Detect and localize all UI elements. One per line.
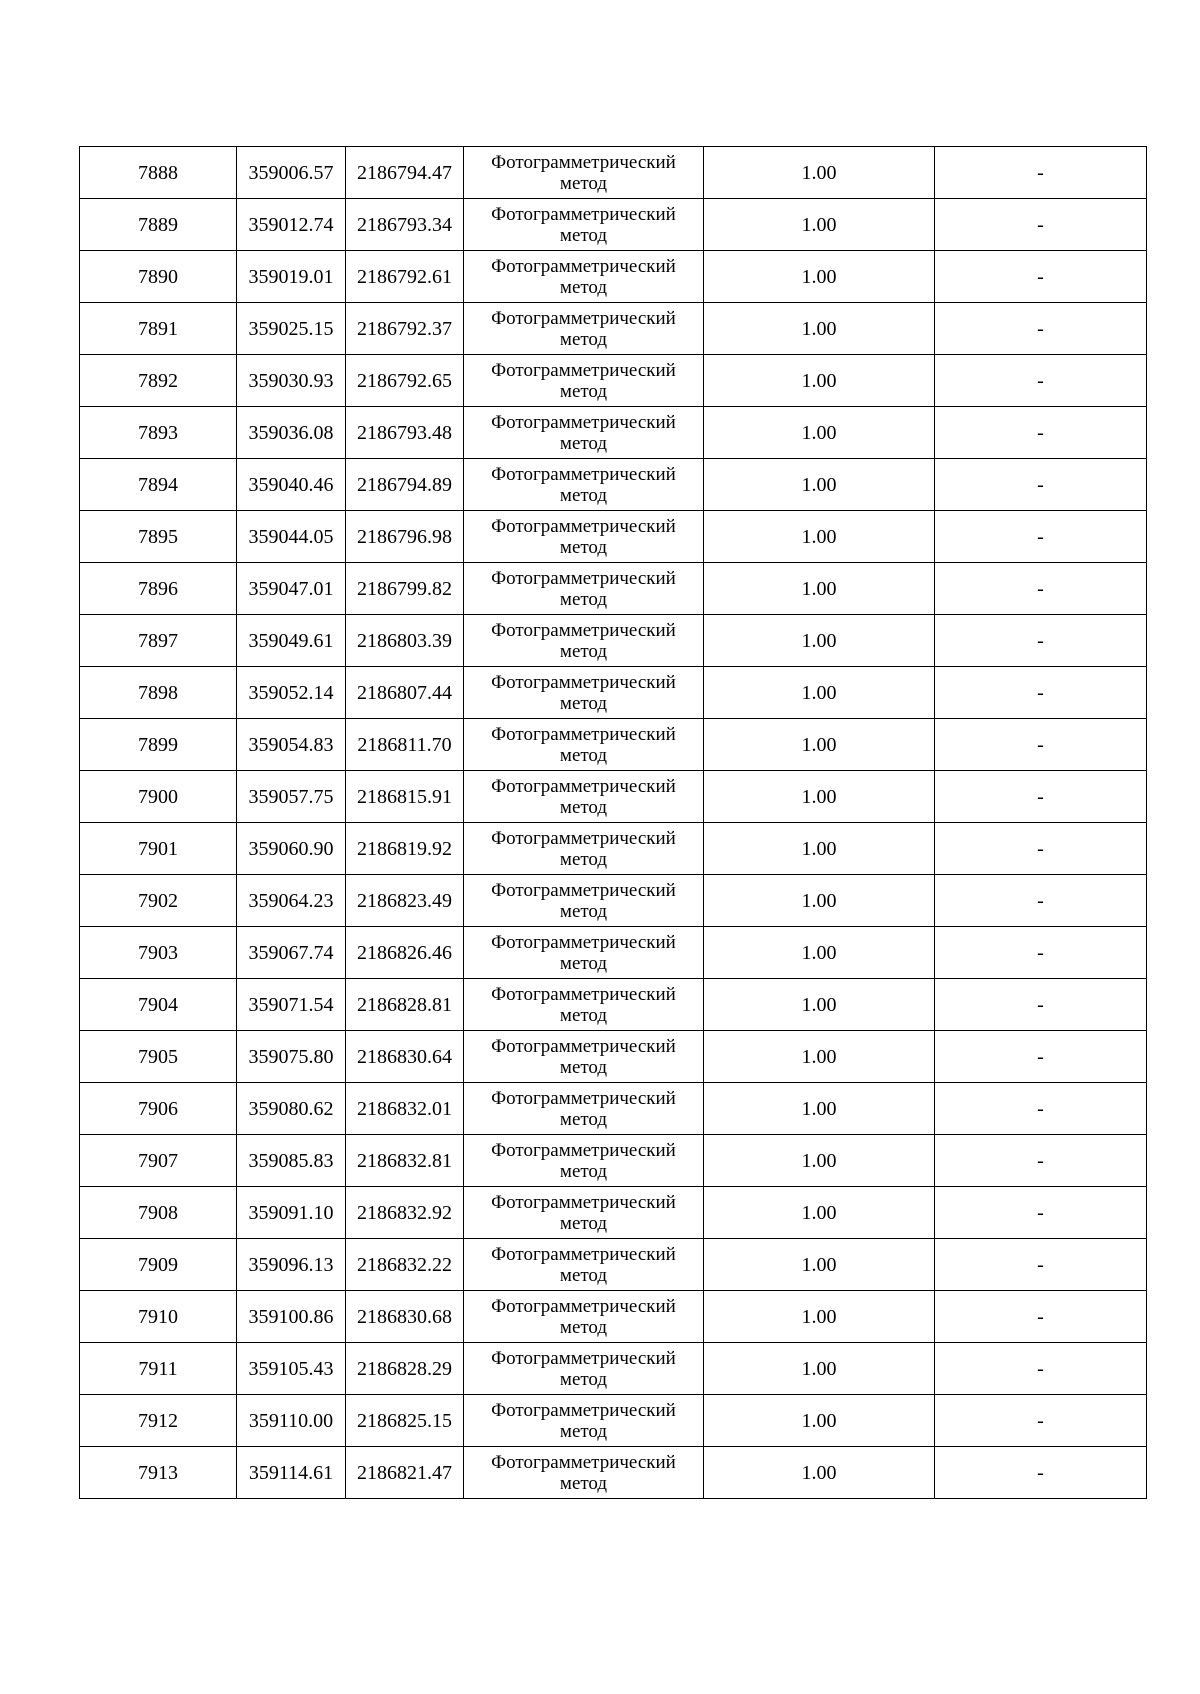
method-line-2: метод [559,1056,608,1078]
point-number-cell: 7898 [80,667,237,719]
method-line-1: Фотограмметрический [491,567,676,589]
x-coordinate-cell: 359040.46 [237,459,346,511]
y-coordinate-cell: 2186792.61 [346,251,464,303]
x-coordinate-cell: 359036.08 [237,407,346,459]
method-line-2: метод [559,484,608,506]
method-line-1: Фотограмметрический [491,879,676,901]
accuracy-cell: 1.00 [704,303,935,355]
table-row [80,1343,1147,1395]
method-cell [464,1031,704,1083]
table-row [80,563,1147,615]
method-line-2: метод [559,1368,608,1390]
point-number-cell: 7894 [80,459,237,511]
y-coordinate-cell: 2186832.22 [346,1239,464,1291]
method-line-1: Фотограмметрический [491,983,676,1005]
method-line-2: метод [559,172,608,194]
point-number-cell: 7911 [80,1343,237,1395]
accuracy-cell: 1.00 [704,1395,935,1447]
point-number-cell: 7912 [80,1395,237,1447]
point-number-cell: 7890 [80,251,237,303]
note-cell: - [935,875,1147,927]
table-row [80,875,1147,927]
x-coordinate-cell: 359071.54 [237,979,346,1031]
y-coordinate-cell: 2186792.65 [346,355,464,407]
method-cell [464,407,704,459]
method-cell [464,1135,704,1187]
point-number-cell: 7889 [80,199,237,251]
note-cell: - [935,407,1147,459]
accuracy-cell: 1.00 [704,823,935,875]
point-number-cell: 7897 [80,615,237,667]
method-line-2: метод [559,1108,608,1130]
note-cell: - [935,979,1147,1031]
table-row [80,667,1147,719]
x-coordinate-cell: 359047.01 [237,563,346,615]
method-line-2: метод [559,536,608,558]
x-coordinate-cell: 359085.83 [237,1135,346,1187]
method-line-1: Фотограмметрический [491,411,676,433]
method-line-2: метод [559,1004,608,1026]
method-line-2: метод [559,328,608,350]
method-line-1: Фотограмметрический [491,1139,676,1161]
method-line-1: Фотограмметрический [491,1295,676,1317]
y-coordinate-cell: 2186825.15 [346,1395,464,1447]
note-cell: - [935,563,1147,615]
method-line-2: метод [559,744,608,766]
accuracy-cell: 1.00 [704,667,935,719]
table-row [80,1395,1147,1447]
note-cell: - [935,1031,1147,1083]
method-line-1: Фотограмметрический [491,619,676,641]
x-coordinate-cell: 359030.93 [237,355,346,407]
method-cell [464,251,704,303]
method-line-1: Фотограмметрический [491,671,676,693]
note-cell: - [935,1343,1147,1395]
point-number-cell: 7909 [80,1239,237,1291]
accuracy-cell: 1.00 [704,875,935,927]
method-line-1: Фотограмметрический [491,1243,676,1265]
y-coordinate-cell: 2186832.01 [346,1083,464,1135]
accuracy-cell: 1.00 [704,251,935,303]
x-coordinate-cell: 359114.61 [237,1447,346,1499]
method-line-2: метод [559,588,608,610]
method-cell [464,303,704,355]
point-number-cell: 7902 [80,875,237,927]
accuracy-cell: 1.00 [704,511,935,563]
x-coordinate-cell: 359044.05 [237,511,346,563]
note-cell: - [935,1187,1147,1239]
method-cell [464,719,704,771]
note-cell: - [935,1239,1147,1291]
note-cell: - [935,823,1147,875]
x-coordinate-cell: 359057.75 [237,771,346,823]
note-cell: - [935,1395,1147,1447]
y-coordinate-cell: 2186832.92 [346,1187,464,1239]
method-cell [464,1187,704,1239]
method-line-1: Фотограмметрический [491,1035,676,1057]
note-cell: - [935,615,1147,667]
method-line-2: метод [559,1264,608,1286]
point-number-cell: 7908 [80,1187,237,1239]
accuracy-cell: 1.00 [704,719,935,771]
note-cell: - [935,251,1147,303]
method-line-1: Фотограмметрический [491,1191,676,1213]
note-cell: - [935,355,1147,407]
accuracy-cell: 1.00 [704,355,935,407]
y-coordinate-cell: 2186796.98 [346,511,464,563]
table-row [80,1187,1147,1239]
method-line-2: метод [559,952,608,974]
method-line-1: Фотограмметрический [491,1399,676,1421]
point-number-cell: 7893 [80,407,237,459]
accuracy-cell: 1.00 [704,1447,935,1499]
point-number-cell: 7906 [80,1083,237,1135]
x-coordinate-cell: 359054.83 [237,719,346,771]
point-number-cell: 7905 [80,1031,237,1083]
method-line-2: метод [559,848,608,870]
method-line-1: Фотограмметрический [491,931,676,953]
accuracy-cell: 1.00 [704,1135,935,1187]
x-coordinate-cell: 359091.10 [237,1187,346,1239]
method-line-1: Фотограмметрический [491,1087,676,1109]
method-cell [464,1291,704,1343]
accuracy-cell: 1.00 [704,1083,935,1135]
method-line-2: метод [559,1212,608,1234]
table-row [80,303,1147,355]
note-cell: - [935,667,1147,719]
method-line-1: Фотограмметрический [491,255,676,277]
method-line-1: Фотограмметрический [491,463,676,485]
coordinates-table [79,146,1147,1499]
y-coordinate-cell: 2186807.44 [346,667,464,719]
table-row [80,1447,1147,1499]
accuracy-cell: 1.00 [704,979,935,1031]
note-cell: - [935,199,1147,251]
x-coordinate-cell: 359067.74 [237,927,346,979]
x-coordinate-cell: 359105.43 [237,1343,346,1395]
method-line-1: Фотограмметрический [491,151,676,173]
y-coordinate-cell: 2186828.81 [346,979,464,1031]
method-line-2: метод [559,224,608,246]
point-number-cell: 7907 [80,1135,237,1187]
y-coordinate-cell: 2186828.29 [346,1343,464,1395]
point-number-cell: 7901 [80,823,237,875]
accuracy-cell: 1.00 [704,407,935,459]
note-cell: - [935,719,1147,771]
accuracy-cell: 1.00 [704,771,935,823]
note-cell: - [935,459,1147,511]
method-line-2: метод [559,1316,608,1338]
method-cell [464,459,704,511]
table-row [80,199,1147,251]
point-number-cell: 7900 [80,771,237,823]
method-cell [464,563,704,615]
method-cell [464,615,704,667]
x-coordinate-cell: 359025.15 [237,303,346,355]
method-line-2: метод [559,1420,608,1442]
x-coordinate-cell: 359006.57 [237,147,346,199]
method-line-1: Фотограмметрический [491,1451,676,1473]
y-coordinate-cell: 2186815.91 [346,771,464,823]
table-row [80,615,1147,667]
x-coordinate-cell: 359012.74 [237,199,346,251]
point-number-cell: 7903 [80,927,237,979]
accuracy-cell: 1.00 [704,563,935,615]
x-coordinate-cell: 359080.62 [237,1083,346,1135]
accuracy-cell: 1.00 [704,615,935,667]
method-cell [464,199,704,251]
table-row [80,1031,1147,1083]
method-cell [464,1447,704,1499]
method-cell [464,1239,704,1291]
x-coordinate-cell: 359060.90 [237,823,346,875]
method-line-2: метод [559,1472,608,1494]
method-cell [464,355,704,407]
table-row [80,407,1147,459]
method-line-1: Фотограмметрический [491,515,676,537]
method-line-2: метод [559,796,608,818]
y-coordinate-cell: 2186830.68 [346,1291,464,1343]
method-line-2: метод [559,380,608,402]
note-cell: - [935,1135,1147,1187]
method-cell [464,823,704,875]
point-number-cell: 7910 [80,1291,237,1343]
y-coordinate-cell: 2186826.46 [346,927,464,979]
point-number-cell: 7913 [80,1447,237,1499]
y-coordinate-cell: 2186811.70 [346,719,464,771]
note-cell: - [935,1083,1147,1135]
point-number-cell: 7895 [80,511,237,563]
x-coordinate-cell: 359100.86 [237,1291,346,1343]
x-coordinate-cell: 359019.01 [237,251,346,303]
y-coordinate-cell: 2186792.37 [346,303,464,355]
table-row [80,355,1147,407]
x-coordinate-cell: 359096.13 [237,1239,346,1291]
note-cell: - [935,147,1147,199]
table-row [80,1291,1147,1343]
method-cell [464,147,704,199]
table-row [80,979,1147,1031]
point-number-cell: 7904 [80,979,237,1031]
method-line-1: Фотограмметрический [491,359,676,381]
method-cell [464,927,704,979]
point-number-cell: 7896 [80,563,237,615]
coordinates-table-body [80,147,1147,1499]
accuracy-cell: 1.00 [704,1343,935,1395]
table-row [80,823,1147,875]
y-coordinate-cell: 2186823.49 [346,875,464,927]
accuracy-cell: 1.00 [704,1239,935,1291]
method-cell [464,1083,704,1135]
y-coordinate-cell: 2186832.81 [346,1135,464,1187]
accuracy-cell: 1.00 [704,1187,935,1239]
method-line-1: Фотограмметрический [491,775,676,797]
method-line-2: метод [559,692,608,714]
table-row [80,251,1147,303]
method-cell [464,1395,704,1447]
table-row [80,927,1147,979]
x-coordinate-cell: 359075.80 [237,1031,346,1083]
table-row [80,1083,1147,1135]
method-line-1: Фотограмметрический [491,307,676,329]
note-cell: - [935,927,1147,979]
table-row [80,771,1147,823]
method-cell [464,1343,704,1395]
x-coordinate-cell: 359052.14 [237,667,346,719]
accuracy-cell: 1.00 [704,199,935,251]
method-line-2: метод [559,640,608,662]
y-coordinate-cell: 2186799.82 [346,563,464,615]
method-cell [464,511,704,563]
y-coordinate-cell: 2186819.92 [346,823,464,875]
accuracy-cell: 1.00 [704,459,935,511]
method-cell [464,667,704,719]
x-coordinate-cell: 359110.00 [237,1395,346,1447]
table-row [80,459,1147,511]
note-cell: - [935,1291,1147,1343]
table-row [80,1239,1147,1291]
point-number-cell: 7899 [80,719,237,771]
method-line-2: метод [559,432,608,454]
note-cell: - [935,303,1147,355]
y-coordinate-cell: 2186830.64 [346,1031,464,1083]
method-line-1: Фотограмметрический [491,827,676,849]
y-coordinate-cell: 2186821.47 [346,1447,464,1499]
accuracy-cell: 1.00 [704,1031,935,1083]
table-row [80,1135,1147,1187]
method-line-1: Фотограмметрический [491,203,676,225]
table-row [80,147,1147,199]
method-cell [464,979,704,1031]
accuracy-cell: 1.00 [704,927,935,979]
note-cell: - [935,511,1147,563]
table-row [80,719,1147,771]
y-coordinate-cell: 2186794.89 [346,459,464,511]
y-coordinate-cell: 2186803.39 [346,615,464,667]
method-cell [464,771,704,823]
method-line-2: метод [559,276,608,298]
x-coordinate-cell: 359064.23 [237,875,346,927]
method-line-2: метод [559,1160,608,1182]
method-line-1: Фотограмметрический [491,1347,676,1369]
point-number-cell: 7891 [80,303,237,355]
method-line-1: Фотограмметрический [491,723,676,745]
y-coordinate-cell: 2186793.48 [346,407,464,459]
y-coordinate-cell: 2186794.47 [346,147,464,199]
y-coordinate-cell: 2186793.34 [346,199,464,251]
method-cell [464,875,704,927]
note-cell: - [935,771,1147,823]
accuracy-cell: 1.00 [704,1291,935,1343]
point-number-cell: 7892 [80,355,237,407]
note-cell: - [935,1447,1147,1499]
method-line-2: метод [559,900,608,922]
point-number-cell: 7888 [80,147,237,199]
accuracy-cell: 1.00 [704,147,935,199]
x-coordinate-cell: 359049.61 [237,615,346,667]
table-row [80,511,1147,563]
